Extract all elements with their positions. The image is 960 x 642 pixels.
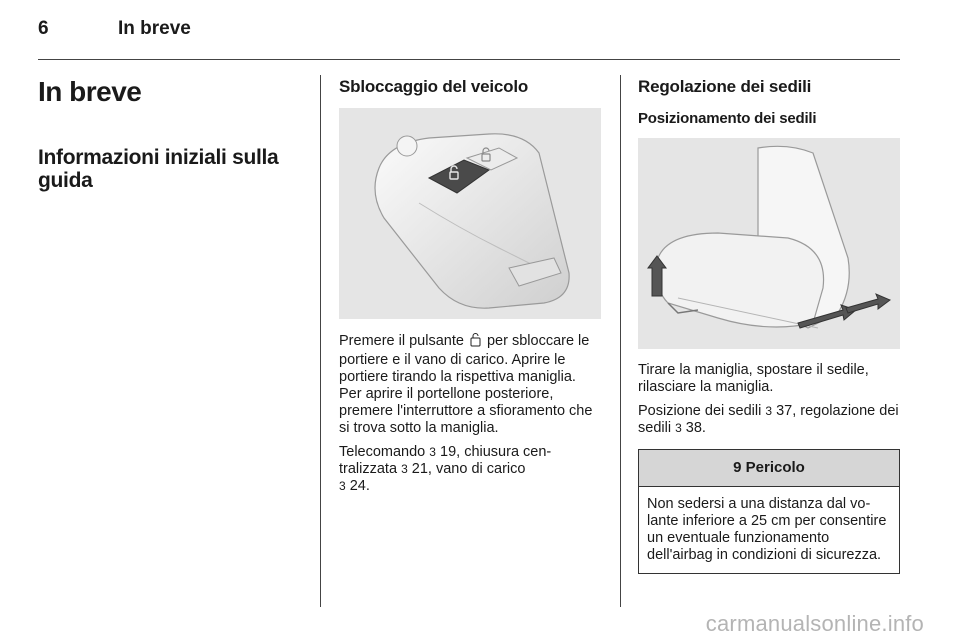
unlock-heading: Sbloccaggio del veicolo bbox=[339, 77, 529, 96]
unlock-instructions: Premere il pulsante per sbloccare le portiere e il vano di carico. Aprire le portiere tirando la rispettiva maniglia. Per aprire il portellone posteriore, premere l'interruttore a sfioramento che si trova sotto la maniglia. bbox=[339, 333, 593, 436]
arrow-icon: 3 bbox=[675, 421, 682, 435]
arrow-icon: 3 bbox=[339, 479, 346, 493]
warning-triangle-icon: 9 bbox=[733, 459, 742, 476]
seat-references: Posizione dei sedili 3 37, regolazione dei sedili 3 38. bbox=[638, 403, 899, 436]
page-number: 6 bbox=[38, 18, 49, 39]
header-rule bbox=[38, 59, 900, 60]
warning-box bbox=[638, 449, 900, 574]
arrow-icon: 3 bbox=[765, 404, 773, 418]
seat-illustration bbox=[638, 138, 900, 349]
unlock-references: Telecomando 3 19, chiusura centralizzata 3 21, vano di carico 3 24. bbox=[339, 444, 552, 494]
key-fob-illustration bbox=[339, 108, 601, 319]
warning-title: Pericolo bbox=[745, 459, 805, 476]
arrow-icon: 3 bbox=[401, 462, 408, 476]
seat-adjust-heading: Regolazione dei sedili bbox=[638, 77, 812, 96]
warning-header bbox=[639, 450, 899, 487]
section-title: Informazioni iniziali sulla guida bbox=[38, 146, 279, 192]
running-title: In breve bbox=[118, 18, 191, 39]
chapter-title: In breve bbox=[38, 76, 142, 107]
seat-position-subheading: Posizionamento dei sedili bbox=[638, 110, 817, 127]
arrow-icon: 3 bbox=[429, 445, 436, 459]
column-divider-1 bbox=[320, 75, 321, 607]
left-column bbox=[38, 76, 308, 192]
watermark: carmanualsonline.info bbox=[705, 611, 924, 636]
right-column bbox=[638, 76, 900, 574]
unlock-icon bbox=[470, 332, 481, 352]
middle-column bbox=[339, 76, 601, 502]
warning-text: Non sedersi a una distanza dal volante inferiore a 25 cm per consentire un eventuale funzionamento dell'airbag in condizioni di sicurezza. bbox=[647, 496, 887, 563]
column-divider-2 bbox=[620, 75, 621, 607]
seat-instructions: Tirare la maniglia, spostare il sedile, rilasciare la maniglia. bbox=[638, 362, 869, 395]
